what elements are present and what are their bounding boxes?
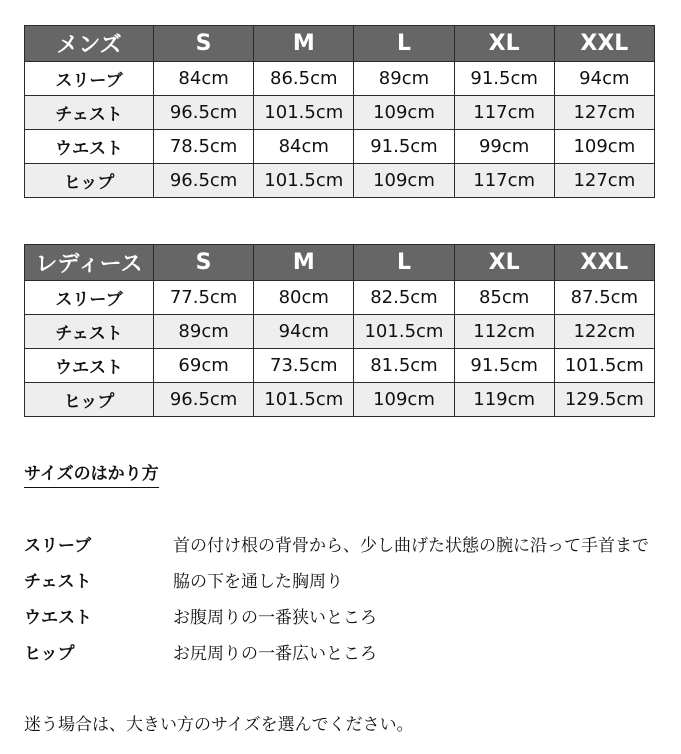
table-cell: 89cm	[154, 315, 254, 349]
table-row	[25, 96, 655, 130]
table-cell: 109cm	[354, 164, 454, 198]
ladies-size-table	[24, 244, 655, 417]
definition-row	[24, 566, 343, 592]
table-cell: 84cm	[254, 130, 354, 164]
table-cell: 101.5cm	[554, 349, 654, 383]
table-cell: 101.5cm	[254, 164, 354, 198]
row-label-sleeve: スリーブ	[25, 281, 154, 315]
definition-row	[24, 530, 649, 556]
size-header-xxl: XXL	[554, 245, 654, 281]
table-cell: 89cm	[354, 62, 454, 96]
ladies-header-row	[25, 245, 655, 281]
table-row	[25, 281, 655, 315]
definition-description: 脇の下を通した胸周り	[173, 571, 343, 592]
row-label-hip: ヒップ	[25, 383, 154, 417]
table-cell: 77.5cm	[154, 281, 254, 315]
table-cell: 87.5cm	[554, 281, 654, 315]
size-header-m: M	[254, 245, 354, 281]
table-row	[25, 62, 655, 96]
table-cell: 129.5cm	[554, 383, 654, 417]
size-header-s: S	[154, 26, 254, 62]
definition-term: チェスト	[24, 571, 92, 592]
table-cell: 127cm	[554, 164, 654, 198]
size-header-xl: XL	[454, 245, 554, 281]
size-header-xl: XL	[454, 26, 554, 62]
table-cell: 94cm	[254, 315, 354, 349]
table-cell: 99cm	[454, 130, 554, 164]
table-cell: 101.5cm	[354, 315, 454, 349]
row-label-chest: チェスト	[25, 96, 154, 130]
definition-description: 首の付け根の背骨から、少し曲げた状態の腕に沿って手首まで	[173, 535, 649, 556]
table-cell: 84cm	[154, 62, 254, 96]
size-header-s: S	[154, 245, 254, 281]
table-cell: 109cm	[554, 130, 654, 164]
table-cell: 81.5cm	[354, 349, 454, 383]
definition-description: お腹周りの一番狭いところ	[173, 607, 377, 628]
table-cell: 94cm	[554, 62, 654, 96]
table-row	[25, 349, 655, 383]
row-label-waist: ウエスト	[25, 349, 154, 383]
definition-term: ウエスト	[24, 607, 92, 628]
table-cell: 78.5cm	[154, 130, 254, 164]
table-cell: 117cm	[454, 96, 554, 130]
table-cell: 101.5cm	[254, 383, 354, 417]
table-cell: 80cm	[254, 281, 354, 315]
table-row	[25, 315, 655, 349]
mens-table-title: メンズ	[25, 26, 154, 62]
table-cell: 119cm	[454, 383, 554, 417]
table-cell: 112cm	[454, 315, 554, 349]
definition-term: ヒップ	[24, 643, 75, 664]
row-label-sleeve: スリーブ	[25, 62, 154, 96]
size-header-xxl: XXL	[554, 26, 654, 62]
table-cell: 109cm	[354, 96, 454, 130]
definition-description: お尻周りの一番広いところ	[173, 643, 377, 664]
table-row	[25, 383, 655, 417]
table-cell: 86.5cm	[254, 62, 354, 96]
table-cell: 96.5cm	[154, 96, 254, 130]
table-cell: 101.5cm	[254, 96, 354, 130]
ladies-table-title: レディース	[25, 245, 154, 281]
measurement-guide-title: サイズのはかり方	[24, 459, 159, 488]
table-cell: 91.5cm	[354, 130, 454, 164]
table-cell: 91.5cm	[454, 349, 554, 383]
table-cell: 73.5cm	[254, 349, 354, 383]
size-header-l: L	[354, 245, 454, 281]
size-advice-note: 迷う場合は、大きい方のサイズを選んでください。	[24, 715, 414, 735]
table-row	[25, 130, 655, 164]
table-row	[25, 164, 655, 198]
size-header-l: L	[354, 26, 454, 62]
table-cell: 109cm	[354, 383, 454, 417]
table-cell: 122cm	[554, 315, 654, 349]
table-cell: 82.5cm	[354, 281, 454, 315]
table-cell: 69cm	[154, 349, 254, 383]
size-header-m: M	[254, 26, 354, 62]
table-cell: 96.5cm	[154, 383, 254, 417]
row-label-chest: チェスト	[25, 315, 154, 349]
table-cell: 91.5cm	[454, 62, 554, 96]
row-label-hip: ヒップ	[25, 164, 154, 198]
table-cell: 85cm	[454, 281, 554, 315]
definition-row	[24, 602, 377, 628]
definition-row	[24, 638, 377, 664]
table-cell: 127cm	[554, 96, 654, 130]
table-cell: 117cm	[454, 164, 554, 198]
mens-size-table	[24, 25, 655, 198]
row-label-waist: ウエスト	[25, 130, 154, 164]
table-cell: 96.5cm	[154, 164, 254, 198]
mens-header-row	[25, 26, 655, 62]
definition-term: スリーブ	[24, 535, 92, 556]
